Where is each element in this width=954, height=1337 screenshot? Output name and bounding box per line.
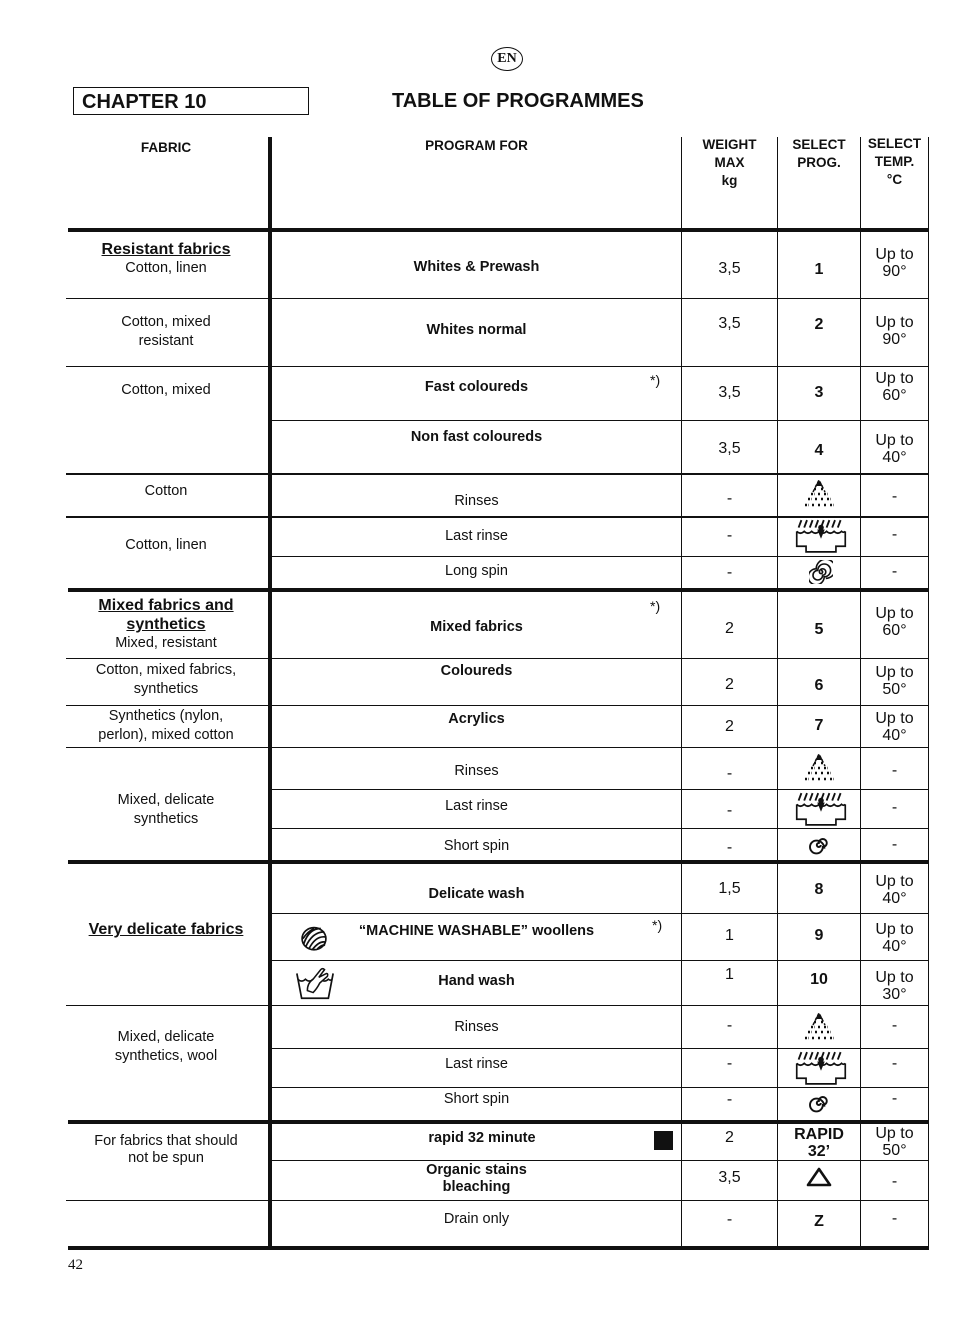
temp-value: Up to 60° <box>875 370 914 404</box>
weight-value: - <box>726 802 733 819</box>
temp-value: Up to 60° <box>875 605 914 639</box>
weight-value: 3,5 <box>718 1169 741 1186</box>
temp-value: Up to 90° <box>875 314 914 348</box>
weight-value: - <box>726 1055 733 1072</box>
program-name: Acrylics <box>448 711 505 727</box>
temp-value: - <box>891 762 898 779</box>
chapter-label: CHAPTER 10 <box>73 87 309 115</box>
prog-number: 2 <box>814 316 824 333</box>
weight-value: 2 <box>725 620 734 637</box>
temp-value: Up to 90° <box>875 246 914 280</box>
row-rule <box>66 1200 929 1201</box>
row-rule <box>272 789 929 790</box>
program-name: Long spin <box>445 563 508 579</box>
row-rule <box>66 1005 929 1006</box>
weight-value: 2 <box>725 718 734 735</box>
temp-value: - <box>891 1210 898 1227</box>
section-rule <box>68 228 929 232</box>
section-rule <box>68 588 929 592</box>
weight-value: - <box>726 1211 733 1228</box>
temp-value: Up to 40° <box>875 921 914 955</box>
prog-number: 9 <box>814 927 824 944</box>
prog-number: 8 <box>814 881 824 898</box>
last-rinse-icon <box>793 1050 849 1086</box>
weight-value: 3,5 <box>718 260 741 277</box>
last-rinse-icon <box>793 791 849 827</box>
temp-value: - <box>891 836 898 853</box>
program-name: Rinses <box>454 1019 499 1035</box>
fabric-mixed: Mixed fabrics and synthetics Mixed, resistant <box>66 596 266 653</box>
rinse-icon <box>799 1011 839 1045</box>
program-name: Mixed fabrics <box>430 619 523 635</box>
footnote-marker: *) <box>650 598 661 614</box>
temp-value: Up to 50° <box>875 664 914 698</box>
row-rule <box>272 913 929 914</box>
row-rule <box>66 298 929 299</box>
weight-value: - <box>726 564 733 581</box>
temp-value: - <box>891 1055 898 1072</box>
header-fabric: FABRIC <box>140 140 192 155</box>
language-badge: EN <box>491 47 523 71</box>
program-name: Non fast coloureds <box>410 429 543 445</box>
program-name: Short spin <box>443 838 510 854</box>
temp-value: Up to 40° <box>875 432 914 466</box>
temp-value: - <box>891 1173 898 1190</box>
program-name: rapid 32 minute <box>428 1130 536 1146</box>
section-rule <box>68 860 929 864</box>
program-name: “MACHINE WASHABLE” woollens <box>358 923 595 939</box>
section-title: Resistant fabrics <box>101 241 231 258</box>
weight-value: 1 <box>725 966 734 983</box>
weight-value: 2 <box>725 676 734 693</box>
table-divider <box>928 137 929 1249</box>
program-name: Short spin <box>443 1091 510 1107</box>
prog-number: 7 <box>814 717 824 734</box>
program-name: Drain only <box>443 1211 510 1227</box>
fabric-cotton-mixed: Cotton, mixed <box>121 382 211 398</box>
prog-number: 1 <box>814 261 824 278</box>
row-rule <box>272 828 929 829</box>
weight-value: - <box>726 1091 733 1108</box>
footnote-marker: *) <box>652 917 663 933</box>
weight-value: 2 <box>725 1129 734 1146</box>
header-program-for: PROGRAM FOR <box>425 138 528 153</box>
program-name: Organic stains bleaching <box>426 1162 527 1195</box>
row-rule <box>66 658 929 659</box>
weight-value: 3,5 <box>718 384 741 401</box>
program-name: Coloureds <box>440 663 513 679</box>
short-spin-icon <box>808 1091 832 1115</box>
program-name: Rinses <box>454 763 499 779</box>
fabric-cotton-mixed-resistant: Cotton, mixed resistant <box>121 314 211 349</box>
bleach-triangle-icon <box>805 1166 833 1188</box>
fabric-cotton-mixed-synthetics: Cotton, mixed fabrics, synthetics <box>95 662 237 697</box>
black-square-icon <box>654 1131 673 1150</box>
temp-value: - <box>891 799 898 816</box>
weight-value: - <box>726 839 733 856</box>
row-rule <box>66 366 929 367</box>
short-spin-icon <box>808 833 832 857</box>
page-title: TABLE OF PROGRAMMES <box>392 90 644 112</box>
row-rule <box>272 1160 929 1161</box>
prog-number: 5 <box>814 621 824 638</box>
weight-value: 1 <box>725 927 734 944</box>
program-name: Hand wash <box>438 973 515 989</box>
section-rule <box>68 1120 929 1124</box>
table-divider-thick <box>268 137 272 1249</box>
weight-value: - <box>726 765 733 782</box>
temp-value: - <box>891 563 898 580</box>
prog-number: 3 <box>814 384 824 401</box>
program-name: Whites & Prewash <box>413 259 540 275</box>
rinse-icon <box>799 478 839 512</box>
temp-value: - <box>891 1090 898 1107</box>
temp-value: Up to 50° <box>875 1125 914 1159</box>
weight-value: - <box>726 490 733 507</box>
section-title: Mixed fabrics and <box>98 597 234 614</box>
program-name: Whites normal <box>426 322 527 338</box>
section-rule <box>68 1246 929 1250</box>
long-spin-icon <box>809 560 833 584</box>
row-rule <box>66 705 929 706</box>
program-name: Rinses <box>454 493 499 509</box>
page-number: 42 <box>68 1257 83 1273</box>
weight-value: - <box>726 1017 733 1034</box>
last-rinse-icon <box>793 518 849 554</box>
weight-value: - <box>726 527 733 544</box>
fabric-mixed-delicate-wool: Mixed, delicate synthetics, wool <box>114 1029 218 1064</box>
fabric-very-delicate: Very delicate fabrics <box>88 921 244 938</box>
program-name: Last rinse <box>445 528 508 544</box>
weight-value: 1,5 <box>718 880 741 897</box>
row-rule <box>272 1048 929 1049</box>
program-name: Last rinse <box>445 1056 508 1072</box>
prog-number: 6 <box>814 677 824 694</box>
row-rule <box>66 747 929 748</box>
row-rule <box>272 556 929 557</box>
prog-number: 4 <box>814 442 824 459</box>
temp-value: Up to 40° <box>875 873 914 907</box>
footnote-marker: *) <box>650 372 661 388</box>
row-rule <box>66 473 929 475</box>
header-select-prog: SELECT PROG. <box>792 137 846 170</box>
weight-value: 3,5 <box>718 315 741 332</box>
fabric-cotton-linen: Cotton, linen <box>125 537 207 553</box>
temp-value: Up to 30° <box>875 969 914 1003</box>
prog-letter: Z <box>814 1213 824 1230</box>
program-name: Last rinse <box>445 798 508 814</box>
fabric-synthetics-nylon: Synthetics (nylon, perlon), mixed cotton <box>98 708 234 743</box>
row-rule <box>272 960 929 961</box>
row-rule <box>272 420 929 421</box>
prog-number: RAPID 32’ <box>794 1126 844 1160</box>
program-name: Delicate wash <box>428 886 525 902</box>
temp-value: - <box>891 1017 898 1034</box>
rinse-icon <box>799 752 839 786</box>
fabric-cotton: Cotton <box>144 483 188 499</box>
program-name: Fast coloureds <box>424 379 529 395</box>
row-rule <box>272 1087 929 1088</box>
fabric-resistant: Resistant fabrics Cotton, linen <box>66 240 266 278</box>
fabric-not-spun: For fabrics that should not be spun <box>94 1133 238 1166</box>
header-weight: WEIGHT MAX kg <box>702 137 757 188</box>
weight-value: 3,5 <box>718 440 741 457</box>
header-select-temp: SELECT TEMP. °C <box>867 136 922 187</box>
temp-value: Up to 40° <box>875 710 914 744</box>
temp-value: - <box>891 526 898 543</box>
temp-value: - <box>891 488 898 505</box>
prog-number: 10 <box>810 971 828 988</box>
fabric-mixed-delicate: Mixed, delicate synthetics <box>117 792 215 827</box>
